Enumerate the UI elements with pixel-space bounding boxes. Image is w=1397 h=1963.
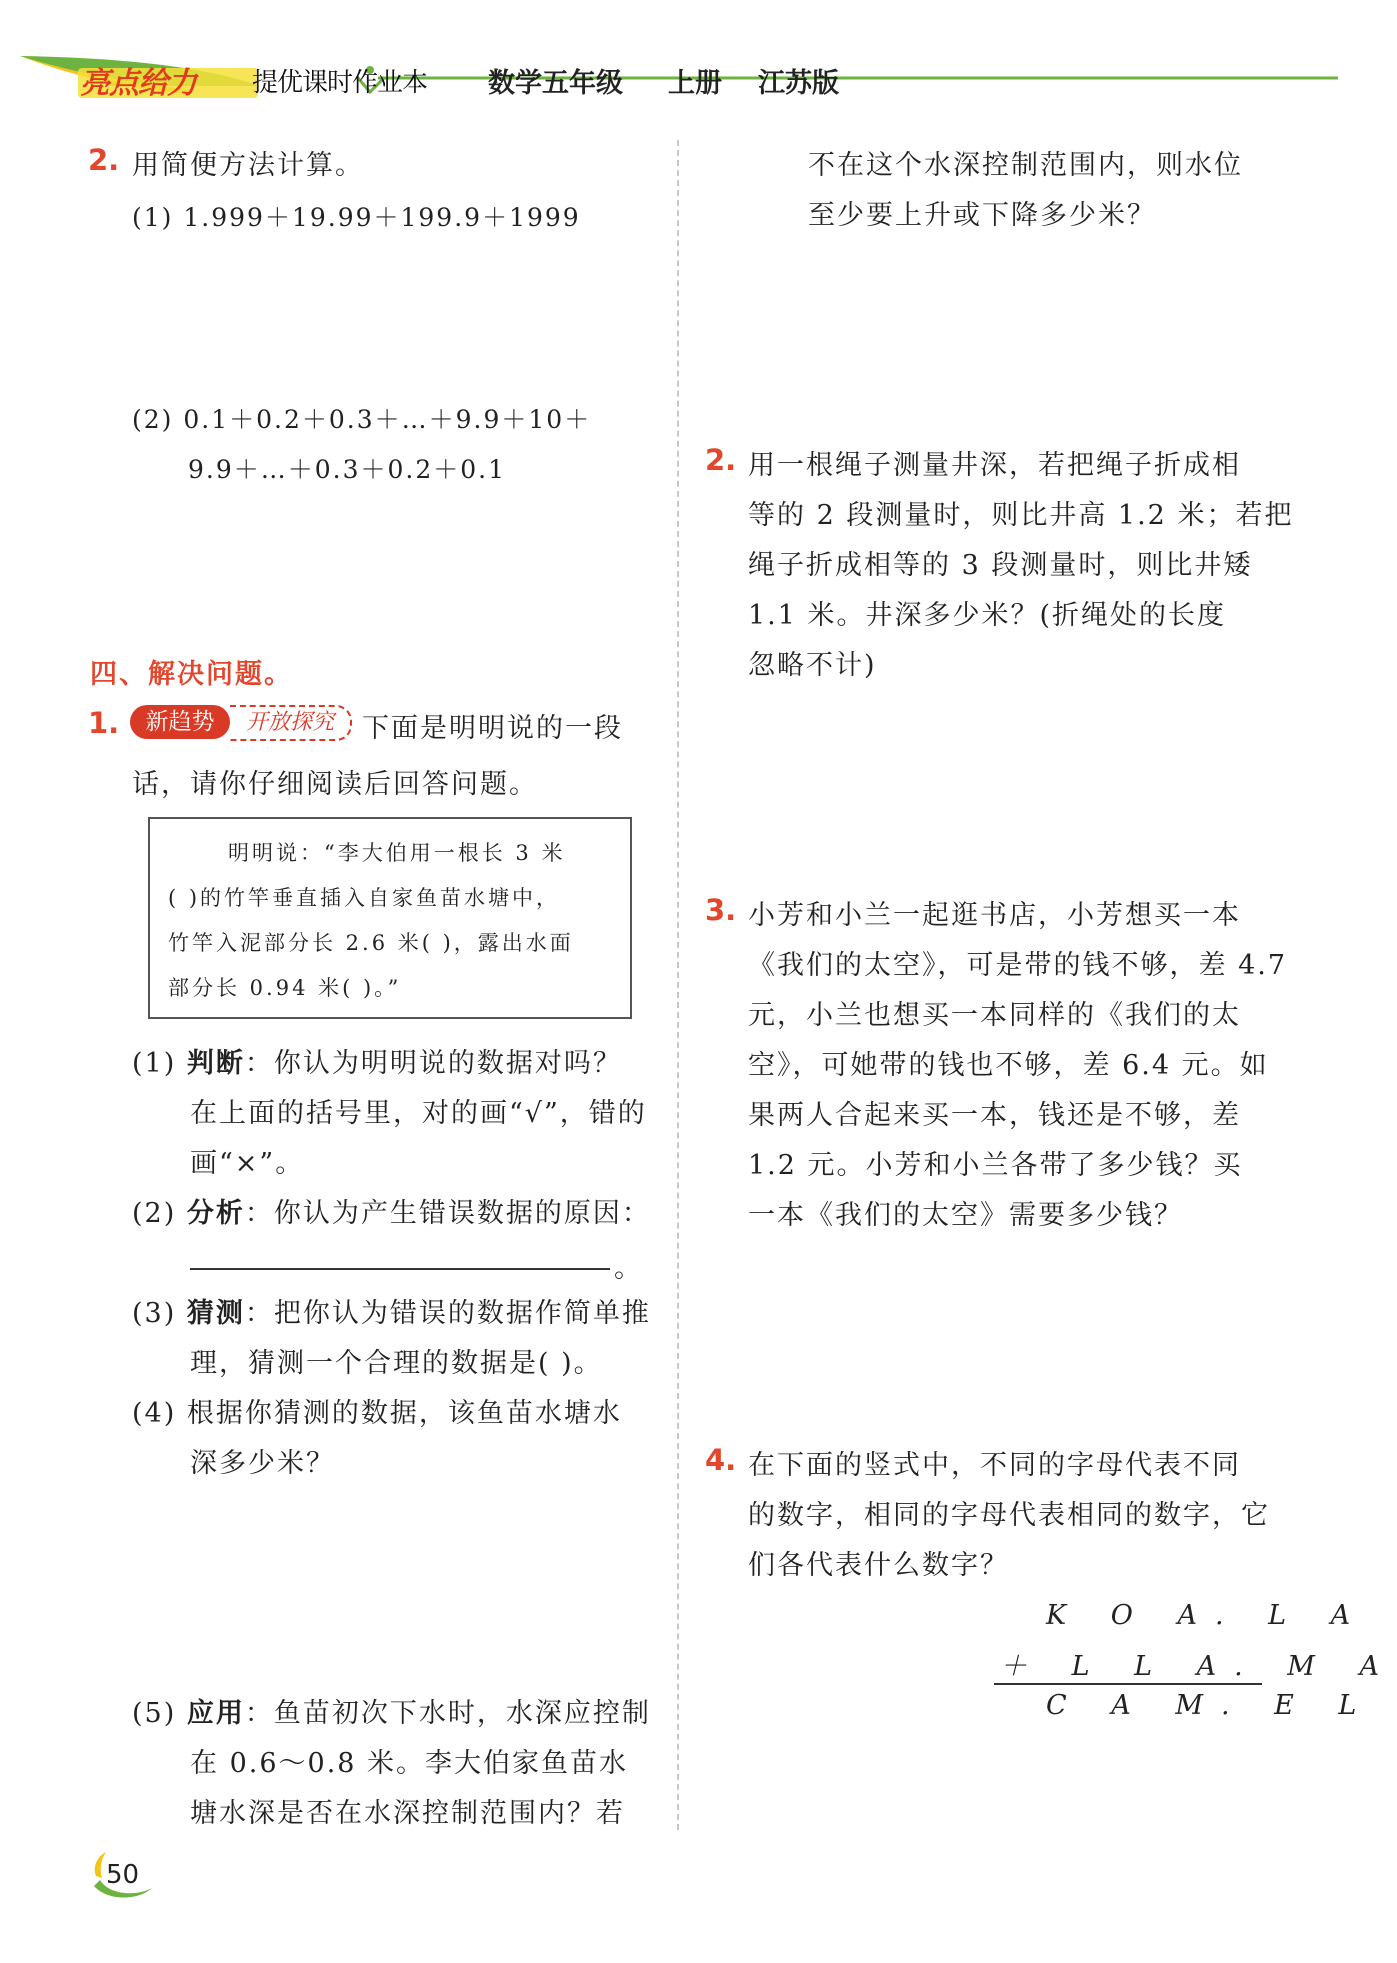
question-text: 下面是明明说的一段 [362, 713, 623, 744]
header-edition: 江苏版 [758, 68, 839, 99]
header-subject: 数学五年级 [488, 68, 623, 99]
question-text: 用一根绳子测量井深，若把绳子折成相 [748, 450, 1241, 481]
calc-part-2-line-1: (2) 0.1＋0.2＋0.3＋…＋9.9＋10＋ [132, 405, 592, 434]
column-addition-row-2: ＋ L L A. M A [1000, 1651, 1397, 1682]
section-heading: 四、解决问题。 [90, 659, 293, 690]
question-text: 忽略不计) [748, 650, 877, 681]
subquestion-label: (5) [132, 1698, 187, 1729]
subquestion-text: 在 0.6～0.8 米。李大伯家鱼苗水 [190, 1748, 629, 1779]
page-number: 50 [106, 1860, 140, 1890]
subquestion-1 [132, 1041, 622, 1080]
answer-blank[interactable] [190, 1268, 610, 1270]
question-number: 2. [88, 143, 120, 177]
brand-subtitle: 提优课时作业本 [252, 68, 428, 98]
question-text: 绳子折成相等的 3 段测量时，则比井矮 [748, 550, 1253, 581]
question-text: 元，小兰也想买一本同样的《我们的太 [748, 1000, 1241, 1031]
quote-box [148, 817, 632, 1019]
subquestion-text: ：鱼苗初次下水时，水深应控制 [244, 1698, 651, 1729]
subquestion-text: 画“×”。 [190, 1148, 305, 1179]
question-text: 等的 2 段测量时，则比井高 1.2 米；若把 [748, 500, 1294, 531]
question-number: 2. [705, 443, 737, 477]
continuation-text: 至少要上升或下降多少米？ [808, 200, 1156, 231]
question-number: 4. [705, 1443, 737, 1477]
quote-line: ( )的竹竿垂直插入自家鱼苗水塘中， [168, 886, 561, 910]
subquestion-keyword: 分析 [186, 1198, 245, 1229]
quote-line: 明明说：“李大伯用一根长 3 米 [228, 841, 566, 865]
continuation-text: 不在这个水深控制范围内，则水位 [808, 150, 1243, 181]
question-text: 1.2 元。小芳和小兰各带了多少钱？买 [748, 1150, 1243, 1181]
trend-tag: 新趋势 [130, 705, 230, 739]
subquestion-text: ：你认为明明说的数据对吗？ [244, 1048, 622, 1079]
subquestion-text: 理，猜测一个合理的数据是( )。 [190, 1348, 603, 1379]
subquestion-keyword: 判断 [186, 1048, 245, 1079]
question-title: 用简便方法计算。 [132, 150, 364, 181]
column-addition-row-1: K O A. L A [1046, 1600, 1369, 1631]
subquestion-label: (3) [132, 1298, 187, 1329]
subquestion-keyword: 应用 [186, 1698, 245, 1729]
subquestion-3 [132, 1291, 651, 1330]
question-text: 果两人合起来买一本，钱还是不够，差 [748, 1100, 1241, 1131]
subquestion-text: 塘水深是否在水深控制范围内？若 [190, 1798, 625, 1829]
question-text: 在下面的竖式中，不同的字母代表不同 [748, 1450, 1241, 1481]
subquestion-label: (1) [132, 1048, 187, 1079]
question-number: 1. [88, 706, 120, 740]
subquestion-4: (4) 根据你猜测的数据，该鱼苗水塘水 [132, 1398, 622, 1429]
column-addition-result: C A M. E L [1046, 1690, 1375, 1721]
calc-part-1: (1) 1.999＋19.99＋199.9＋1999 [132, 203, 581, 232]
question-text: 们各代表什么数字？ [748, 1550, 1009, 1581]
question-text: 一本《我们的太空》需要多少钱？ [748, 1200, 1183, 1231]
subquestion-keyword: 猜测 [186, 1298, 245, 1329]
question-text: 1.1 米。井深多少米？(折绳处的长度 [748, 600, 1227, 631]
calc-part-2-line-2: 9.9＋…＋0.3＋0.2＋0.1 [188, 455, 507, 484]
question-text: 空》，可她带的钱也不够，差 6.4 元。如 [748, 1050, 1269, 1081]
question-number: 3. [705, 893, 737, 927]
explore-tag: 开放探究 [230, 705, 352, 741]
quote-line: 竹竿入泥部分长 2.6 米( )，露出水面 [168, 931, 574, 955]
subquestion-text: 在上面的括号里，对的画“√”，错的 [190, 1098, 647, 1129]
blank-end-punct: 。 [614, 1253, 643, 1284]
header-volume: 上册 [668, 68, 722, 99]
subquestion-label: (2) [132, 1198, 187, 1229]
subquestion-2 [132, 1191, 651, 1230]
question-text: 《我们的太空》，可是带的钱不够，差 4.7 [748, 950, 1288, 981]
column-divider [677, 140, 679, 1830]
question-text: 小芳和小兰一起逛书店，小芳想买一本 [748, 900, 1241, 931]
question-text: 话，请你仔细阅读后回答问题。 [132, 769, 538, 800]
subquestion-text: ：你认为产生错误数据的原因： [244, 1198, 651, 1229]
subquestion-text: ：把你认为错误的数据作简单推 [244, 1298, 651, 1329]
sum-line [994, 1683, 1262, 1685]
subquestion-5 [132, 1691, 651, 1730]
quote-line: 部分长 0.94 米( )。” [168, 976, 402, 1000]
subquestion-text: 深多少米？ [190, 1448, 335, 1479]
question-text: 的数字，相同的字母代表相同的数字，它 [748, 1500, 1270, 1531]
brand-logo-text: 亮点给力 [80, 66, 196, 101]
